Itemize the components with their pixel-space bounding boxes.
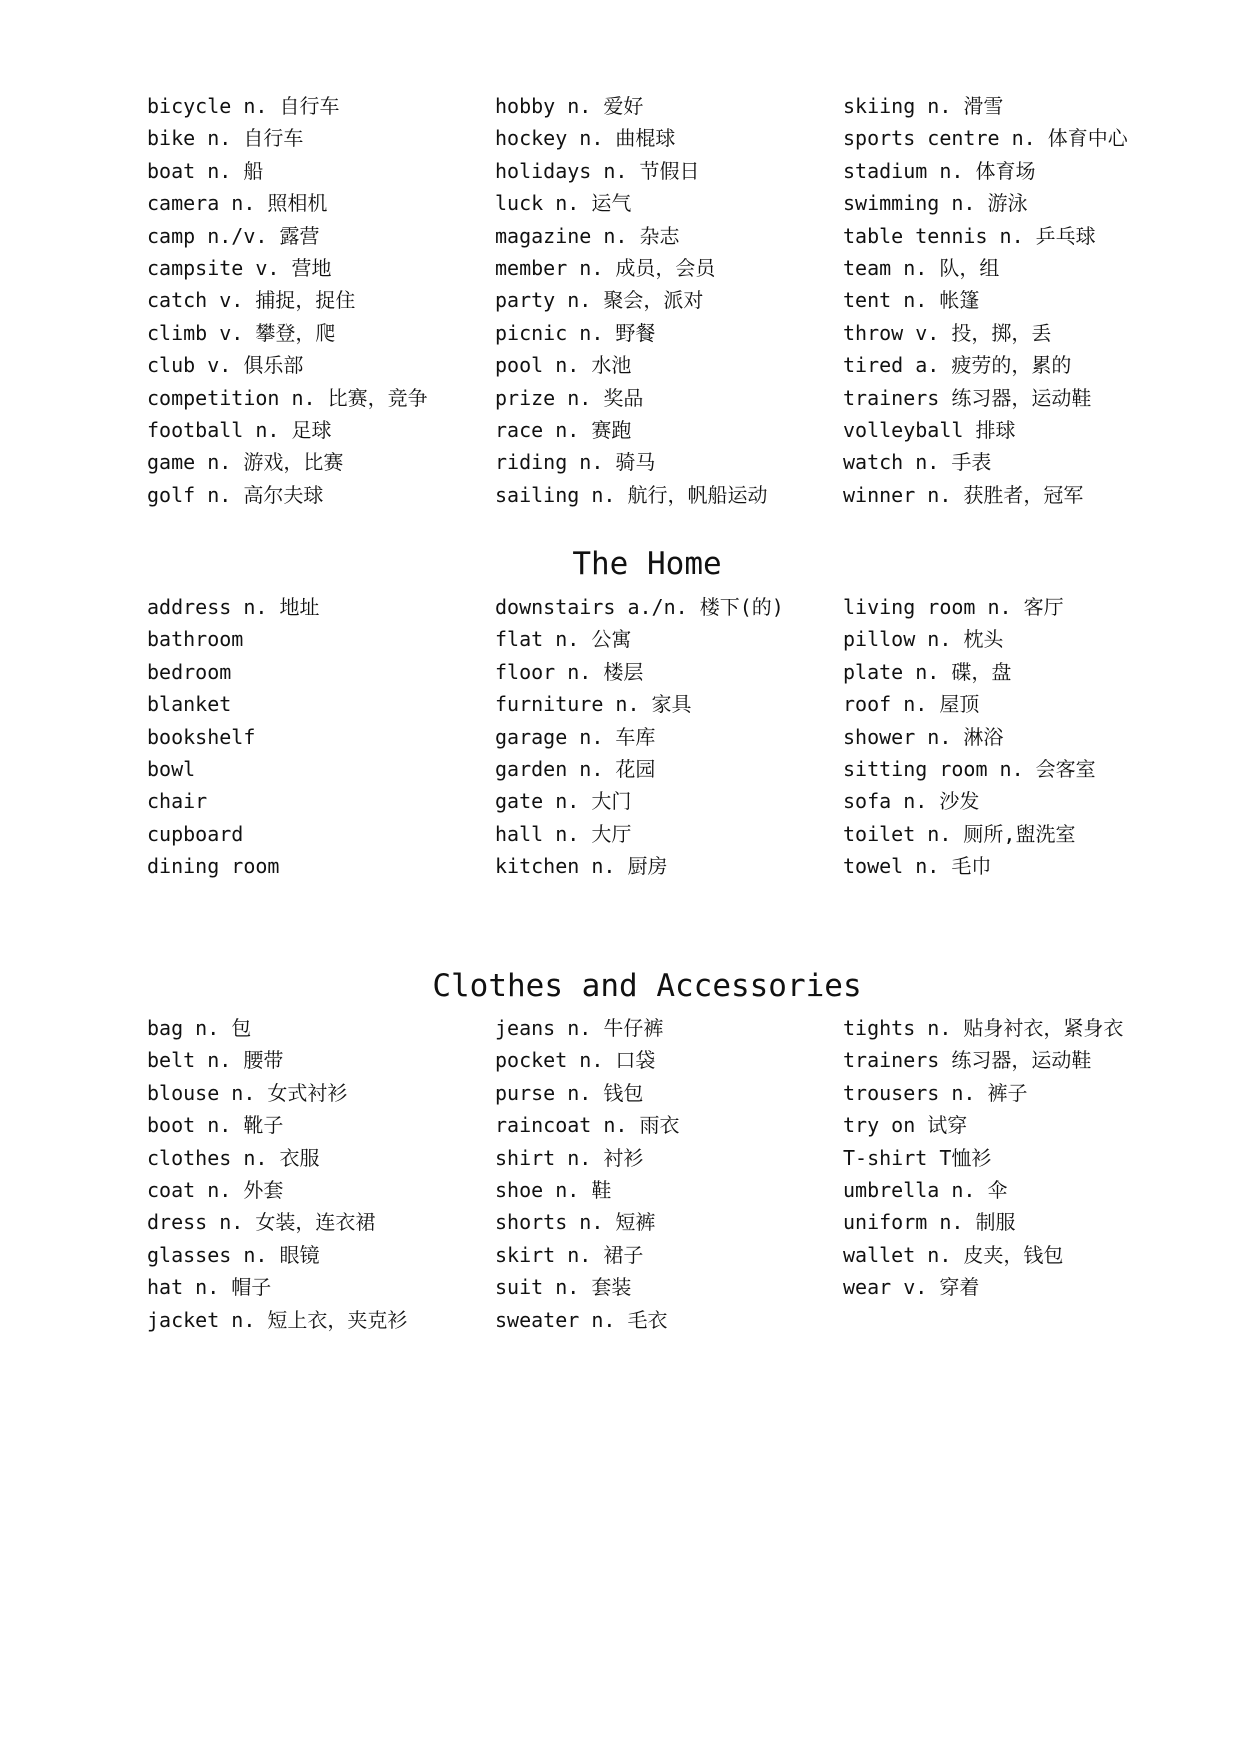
vocab-entry: campsite v. 营地 — [147, 255, 332, 280]
vocab-entry: bookshelf — [147, 724, 256, 749]
vocab-entry: pillow n. 枕头 — [843, 627, 1004, 652]
vocab-entry: hat n. 帽子 — [147, 1275, 272, 1300]
vocab-entry: club v. 俱乐部 — [147, 353, 304, 378]
word-column-3 — [843, 90, 1143, 511]
vocab-entry: dining room — [147, 854, 280, 879]
vocab-entry: sailing n. 航行，帆船运动 — [495, 482, 768, 507]
vocab-entry: boot n. 靴子 — [147, 1113, 284, 1138]
vocab-entry: volleyball 排球 — [843, 417, 1016, 442]
vocab-entry: member n. 成员，会员 — [495, 255, 716, 280]
word-column-1 — [147, 591, 495, 883]
vocab-entry: picnic n. 野餐 — [495, 320, 656, 345]
vocab-entry: golf n. 高尔夫球 — [147, 482, 324, 507]
vocab-entry: luck n. 运气 — [495, 191, 632, 216]
vocab-entry: holidays n. 节假日 — [495, 158, 700, 183]
vocab-entry: gate n. 大门 — [495, 789, 632, 814]
vocab-entry: trousers n. 裤子 — [843, 1080, 1028, 1105]
vocab-entry: bicycle n. 自行车 — [147, 94, 340, 118]
vocab-entry: climb v. 攀登，爬 — [147, 320, 336, 345]
vocab-entry: towel n. 毛巾 — [843, 854, 992, 879]
vocab-entry: tired a. 疲劳的，累的 — [843, 353, 1072, 378]
vocab-entry: clothes n. 衣服 — [147, 1145, 320, 1170]
vocab-entry: cupboard — [147, 821, 244, 846]
vocab-entry: coat n. 外套 — [147, 1177, 284, 1202]
vocab-entry: try on 试穿 — [843, 1113, 968, 1138]
vocab-entry: wallet n. 皮夹，钱包 — [843, 1242, 1064, 1267]
vocab-entry: roof n. 屋顶 — [843, 692, 980, 717]
vocab-entry: sports centre n. 体育中心 — [843, 126, 1128, 151]
vocab-entry: winner n. 获胜者，冠军 — [843, 482, 1084, 507]
vocab-entry: kitchen n. 厨房 — [495, 854, 668, 879]
vocab-entry: hall n. 大厅 — [495, 821, 632, 846]
word-column-1 — [147, 90, 495, 511]
section-the-home — [147, 546, 1147, 883]
vocab-entry: party n. 聚会，派对 — [495, 288, 704, 313]
section-clothes-accessories — [147, 968, 1147, 1336]
vocab-entry: address n. 地址 — [147, 595, 320, 619]
vocab-entry: wear v. 穿着 — [843, 1275, 980, 1300]
section-sports-leisure — [147, 90, 1147, 511]
vocab-entry: bathroom — [147, 627, 244, 652]
vocab-entry: bowl — [147, 756, 196, 781]
vocab-entry: blanket — [147, 692, 232, 717]
vocab-entry: pocket n. 口袋 — [495, 1048, 656, 1073]
vocab-entry: raincoat n. 雨衣 — [495, 1113, 680, 1138]
vocab-entry: table tennis n. 乒乓球 — [843, 223, 1096, 248]
word-columns — [147, 591, 1147, 883]
vocab-entry: competition n. 比赛，竞争 — [147, 385, 428, 410]
vocab-entry: game n. 游戏，比赛 — [147, 450, 344, 475]
vocab-entry: sofa n. 沙发 — [843, 789, 980, 814]
vocab-entry: shirt n. 衬衫 — [495, 1145, 644, 1170]
vocab-entry: boat n. 船 — [147, 158, 264, 183]
vocab-entry: swimming n. 游泳 — [843, 191, 1028, 216]
vocab-entry: belt n. 腰带 — [147, 1048, 284, 1073]
vocab-entry: dress n. 女装，连衣裙 — [147, 1210, 376, 1235]
vocab-entry: shorts n. 短裤 — [495, 1210, 656, 1235]
word-column-2 — [495, 90, 843, 511]
word-column-3 — [843, 591, 1143, 883]
vocab-entry: stadium n. 体育场 — [843, 158, 1036, 183]
vocab-entry: suit n. 套装 — [495, 1275, 632, 1300]
vocab-entry: bag n. 包 — [147, 1016, 252, 1040]
vocab-entry: bike n. 自行车 — [147, 126, 304, 151]
vocab-entry: throw v. 投，掷，丢 — [843, 320, 1052, 345]
vocab-entry: uniform n. 制服 — [843, 1210, 1016, 1235]
vocab-entry: T-shirt T恤衫 — [843, 1145, 992, 1170]
vocab-entry: shower n. 淋浴 — [843, 724, 1004, 749]
vocab-entry: bedroom — [147, 659, 232, 684]
vocab-entry: furniture n. 家具 — [495, 692, 692, 717]
vocab-entry: camp n./v. 露营 — [147, 223, 320, 248]
vocab-entry: jeans n. 牛仔裤 — [495, 1016, 664, 1040]
vocab-entry: floor n. 楼层 — [495, 659, 644, 684]
word-columns — [147, 1012, 1147, 1336]
vocab-entry: garage n. 车库 — [495, 724, 656, 749]
vocab-entry: downstairs a./n. 楼下(的) — [495, 595, 784, 619]
word-columns — [147, 90, 1147, 511]
vocab-entry: magazine n. 杂志 — [495, 223, 680, 248]
vocab-entry: jacket n. 短上衣，夹克衫 — [147, 1307, 408, 1332]
vocab-entry: plate n. 碟，盘 — [843, 659, 1012, 684]
vocab-entry: garden n. 花园 — [495, 756, 656, 781]
vocab-entry: chair — [147, 789, 208, 814]
vocab-entry: trainers 练习器，运动鞋 — [843, 385, 1092, 410]
section-heading: The Home — [572, 546, 722, 582]
vocab-entry: hobby n. 爱好 — [495, 94, 644, 118]
word-column-2 — [495, 591, 843, 883]
vocab-entry: hockey n. 曲棍球 — [495, 126, 676, 151]
vocab-entry: skiing n. 滑雪 — [843, 94, 1004, 118]
vocab-entry: prize n. 奖品 — [495, 385, 644, 410]
vocab-entry: shoe n. 鞋 — [495, 1177, 612, 1202]
vocab-entry: living room n. 客厅 — [843, 595, 1064, 619]
vocab-entry: watch n. 手表 — [843, 450, 992, 475]
vocab-entry: toilet n. 厕所,盥洗室 — [843, 821, 1076, 846]
vocab-entry: catch v. 捕捉，捉住 — [147, 288, 356, 313]
vocab-entry: football n. 足球 — [147, 417, 332, 442]
vocab-entry: team n. 队，组 — [843, 255, 1000, 280]
section-heading: Clothes and Accessories — [432, 968, 862, 1004]
vocab-entry: flat n. 公寓 — [495, 627, 632, 652]
vocab-entry: race n. 赛跑 — [495, 417, 632, 442]
vocab-entry: camera n. 照相机 — [147, 191, 328, 216]
vocab-entry: glasses n. 眼镜 — [147, 1242, 320, 1267]
word-column-1 — [147, 1012, 495, 1336]
vocab-entry: pool n. 水池 — [495, 353, 632, 378]
vocab-entry: tent n. 帐篷 — [843, 288, 980, 313]
vocab-entry: sweater n. 毛衣 — [495, 1307, 668, 1332]
vocab-entry: purse n. 钱包 — [495, 1080, 644, 1105]
vocab-entry: riding n. 骑马 — [495, 450, 656, 475]
vocab-entry: skirt n. 裙子 — [495, 1242, 644, 1267]
vocab-entry: tights n. 贴身衬衣，紧身衣 — [843, 1016, 1124, 1040]
vocab-entry: blouse n. 女式衬衫 — [147, 1080, 348, 1105]
vocab-entry: umbrella n. 伞 — [843, 1177, 1008, 1202]
word-column-3 — [843, 1012, 1143, 1336]
vocab-entry: sitting room n. 会客室 — [843, 756, 1096, 781]
word-column-2 — [495, 1012, 843, 1336]
vocab-entry: trainers 练习器，运动鞋 — [843, 1048, 1092, 1073]
